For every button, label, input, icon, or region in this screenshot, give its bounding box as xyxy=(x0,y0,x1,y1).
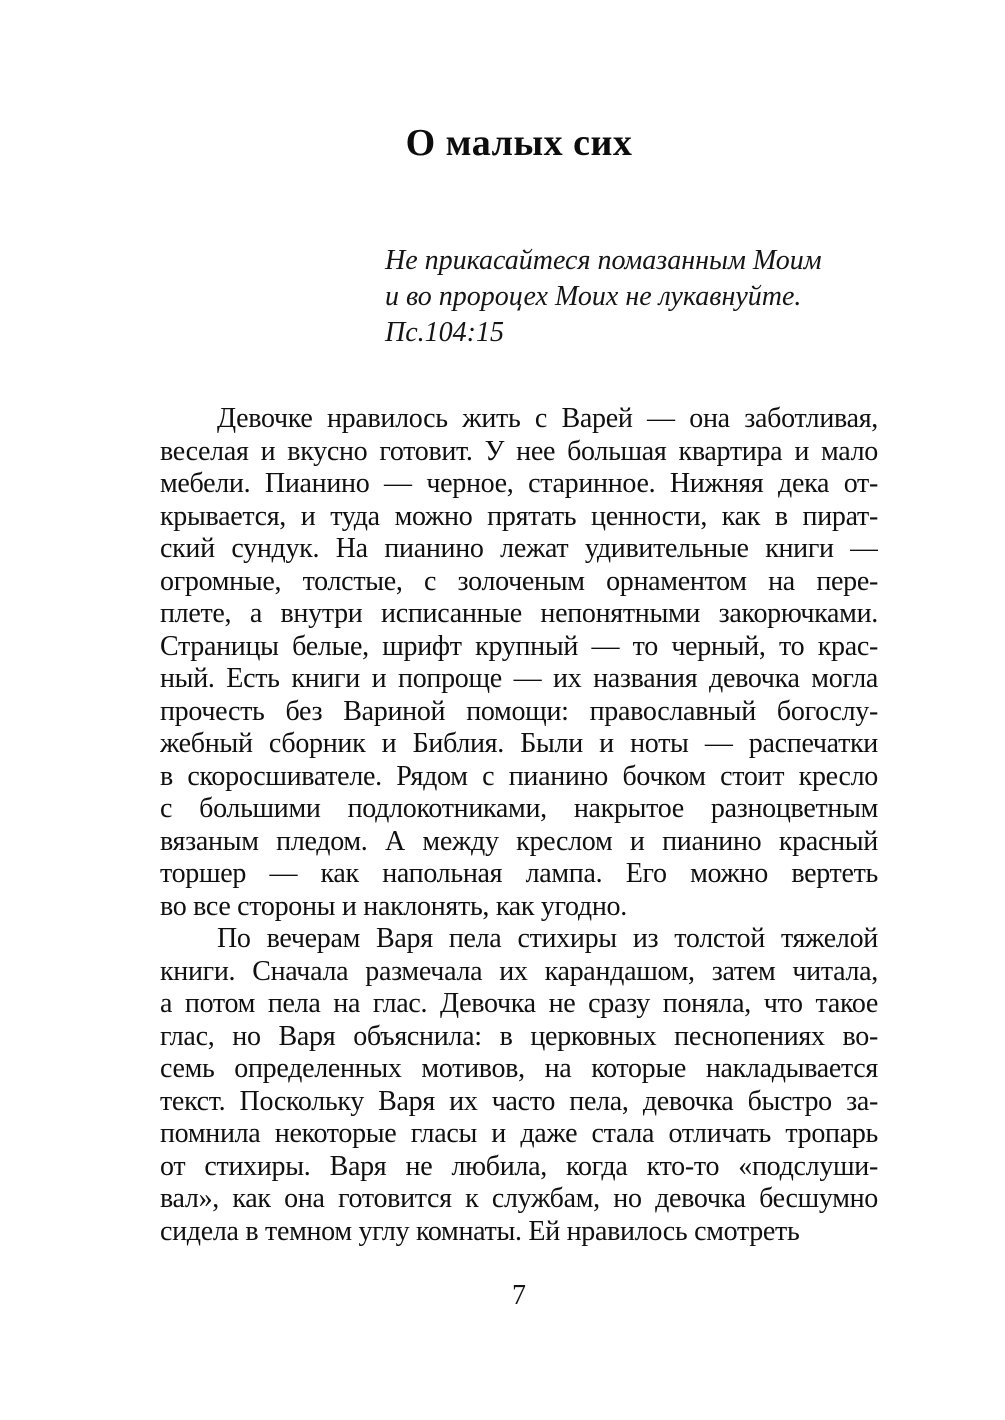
body-text xyxy=(160,403,878,1248)
text-line: Девочке нравилось жить с Варей — она заботливая, xyxy=(217,403,878,434)
text-line: жебный сборник и Библия. Были и ноты — распечатки xyxy=(160,728,878,759)
text-line: в скоросшивателе. Рядом с пианино бочком стоит кресло xyxy=(160,760,878,792)
text-line: книги. Сначала размечала их карандашом, затем читала, xyxy=(160,955,878,987)
text-line: сидела в темном углу комнаты. Ей нравилось смотреть xyxy=(160,1215,800,1247)
text-line: ный. Есть книги и попроще — их названия девочка могла xyxy=(160,663,878,694)
text-line: семь определенных мотивов, на которые накладывается xyxy=(160,1053,878,1084)
text-line: с большими подлокотниками, накрытое разноцветным xyxy=(160,793,878,824)
text-line: Страницы белые, шрифт крупный — то черный, то крас- xyxy=(160,630,878,662)
text-line: глас, но Варя объяснила: в церковных песнопениях во- xyxy=(160,1020,878,1052)
epigraph-line: Пс.104:15 xyxy=(385,317,504,348)
text-line: огромные, толстые, с золоченым орнаментом на пере- xyxy=(160,565,878,597)
text-line: крывается, и туда можно прятать ценности, как в пират- xyxy=(160,500,878,532)
text-line: вал», как она готовится к службам, но девочка бесшумно xyxy=(160,1183,878,1214)
text-line: веселая и вкусно готовит. У нее большая квартира и мало xyxy=(160,435,878,467)
text-line: прочесть без Вариной помощи: православный богослу- xyxy=(160,695,878,727)
text-line: а потом пела на глас. Девочка не сразу поняла, что такое xyxy=(160,988,878,1019)
epigraph xyxy=(385,243,855,351)
text-line: плете, а внутри исписанные непонятными закорючками. xyxy=(160,598,878,629)
text-line: во все стороны и наклонять, как угодно. xyxy=(160,890,627,922)
text-line: По вечерам Варя пела стихиры из толстой тяжелой xyxy=(217,923,878,954)
text-line: торшер — как напольная лампа. Его можно вертеть xyxy=(160,858,878,889)
text-line: ский сундук. На пианино лежат удивительные книги — xyxy=(160,533,878,564)
text-line: мебели. Пианино — черное, старинное. Нижняя дека от- xyxy=(160,468,878,499)
chapter-title: О малых сих xyxy=(405,122,633,164)
text-line: текст. Поскольку Варя их часто пела, девочка быстро за- xyxy=(160,1085,878,1117)
text-line: помнила некоторые гласы и даже стала отличать тропарь xyxy=(160,1118,878,1149)
epigraph-line: и во пророцех Моих не лукавнуйте. xyxy=(385,281,802,312)
epigraph-line: Не прикасайтеся помазанным Моим xyxy=(385,245,822,276)
text-line: от стихиры. Варя не любила, когда кто-то «подслуши- xyxy=(160,1150,878,1182)
text-line: вязаным пледом. А между креслом и пианино красный xyxy=(160,825,878,857)
page-number: 7 xyxy=(512,1280,526,1311)
